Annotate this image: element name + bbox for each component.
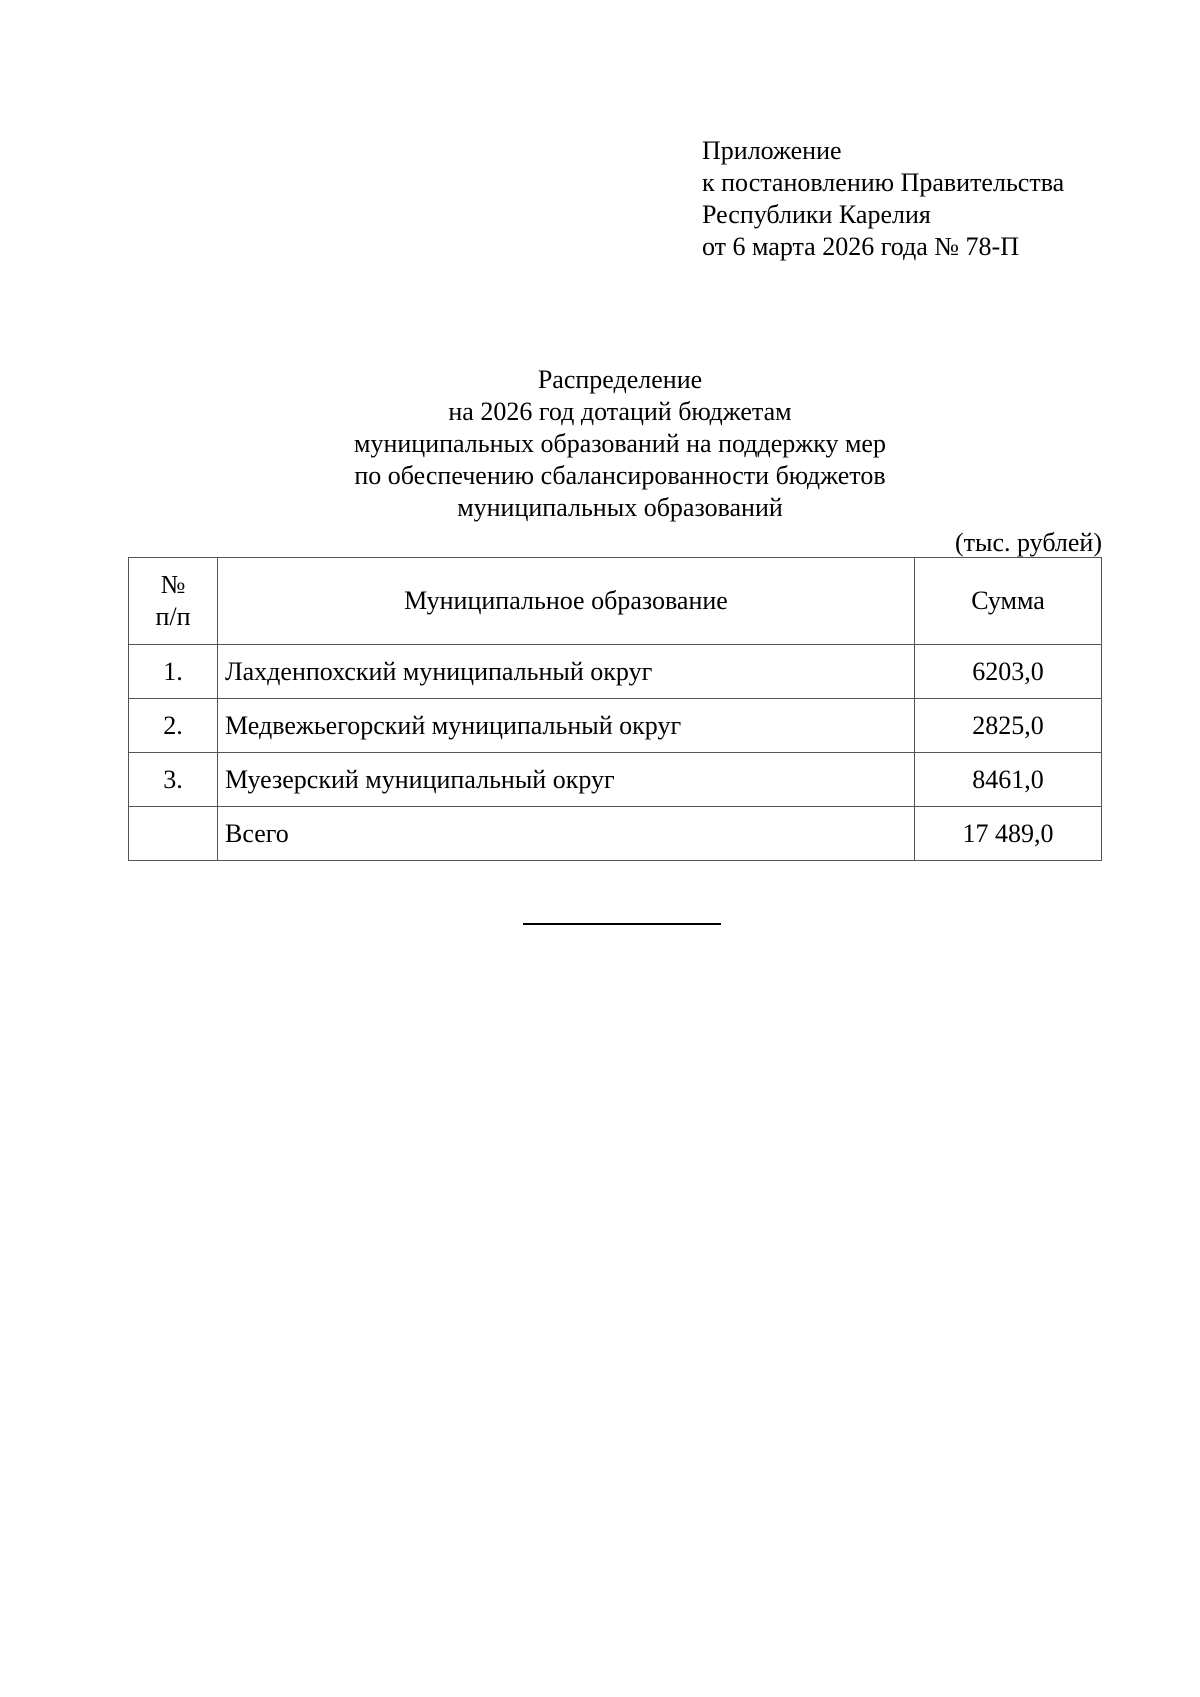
row-sum: 6203,0 xyxy=(915,645,1102,699)
row-number: 1. xyxy=(129,645,218,699)
total-number-empty xyxy=(129,807,218,861)
appendix-line-4: от 6 марта 2026 года № 78-П xyxy=(702,232,1019,261)
header-number-pp: п/п xyxy=(155,602,191,631)
appendix-header xyxy=(702,135,1064,263)
row-number: 2. xyxy=(129,699,218,753)
row-number: 3. xyxy=(129,753,218,807)
header-municipality: Муниципальное образование xyxy=(218,558,915,645)
units-note: (тыс. рублей) xyxy=(954,528,1102,557)
appendix-line-3: Республики Карелия xyxy=(702,200,931,229)
table-row xyxy=(129,753,1102,807)
table-header-row xyxy=(129,558,1102,645)
header-number-symbol: № xyxy=(160,570,186,599)
title-line-3: муниципальных образований на поддержку мер xyxy=(354,429,886,458)
document-title xyxy=(300,364,940,524)
title-line-4: по обеспечению сбалансированности бюджетов xyxy=(354,461,886,490)
appendix-line-2: к постановлению Правительства xyxy=(702,168,1065,197)
total-label: Всего xyxy=(218,807,915,861)
header-sum: Сумма xyxy=(915,558,1102,645)
row-sum: 2825,0 xyxy=(915,699,1102,753)
row-municipality: Лахденпохский муниципальный округ xyxy=(218,645,915,699)
row-sum: 8461,0 xyxy=(915,753,1102,807)
total-sum: 17 489,0 xyxy=(915,807,1102,861)
title-line-2: на 2026 год дотаций бюджетам xyxy=(448,397,792,426)
distribution-table xyxy=(128,557,1102,861)
table-total-row xyxy=(129,807,1102,861)
appendix-line-1: Приложение xyxy=(702,136,842,165)
closing-divider xyxy=(523,923,721,925)
table-row xyxy=(129,645,1102,699)
header-number xyxy=(129,558,218,645)
row-municipality: Муезерский муниципальный округ xyxy=(218,753,915,807)
title-line-5: муниципальных образований xyxy=(457,493,783,522)
title-line-1: Распределение xyxy=(537,365,703,394)
table-row xyxy=(129,699,1102,753)
row-municipality: Медвежьегорский муниципальный округ xyxy=(218,699,915,753)
